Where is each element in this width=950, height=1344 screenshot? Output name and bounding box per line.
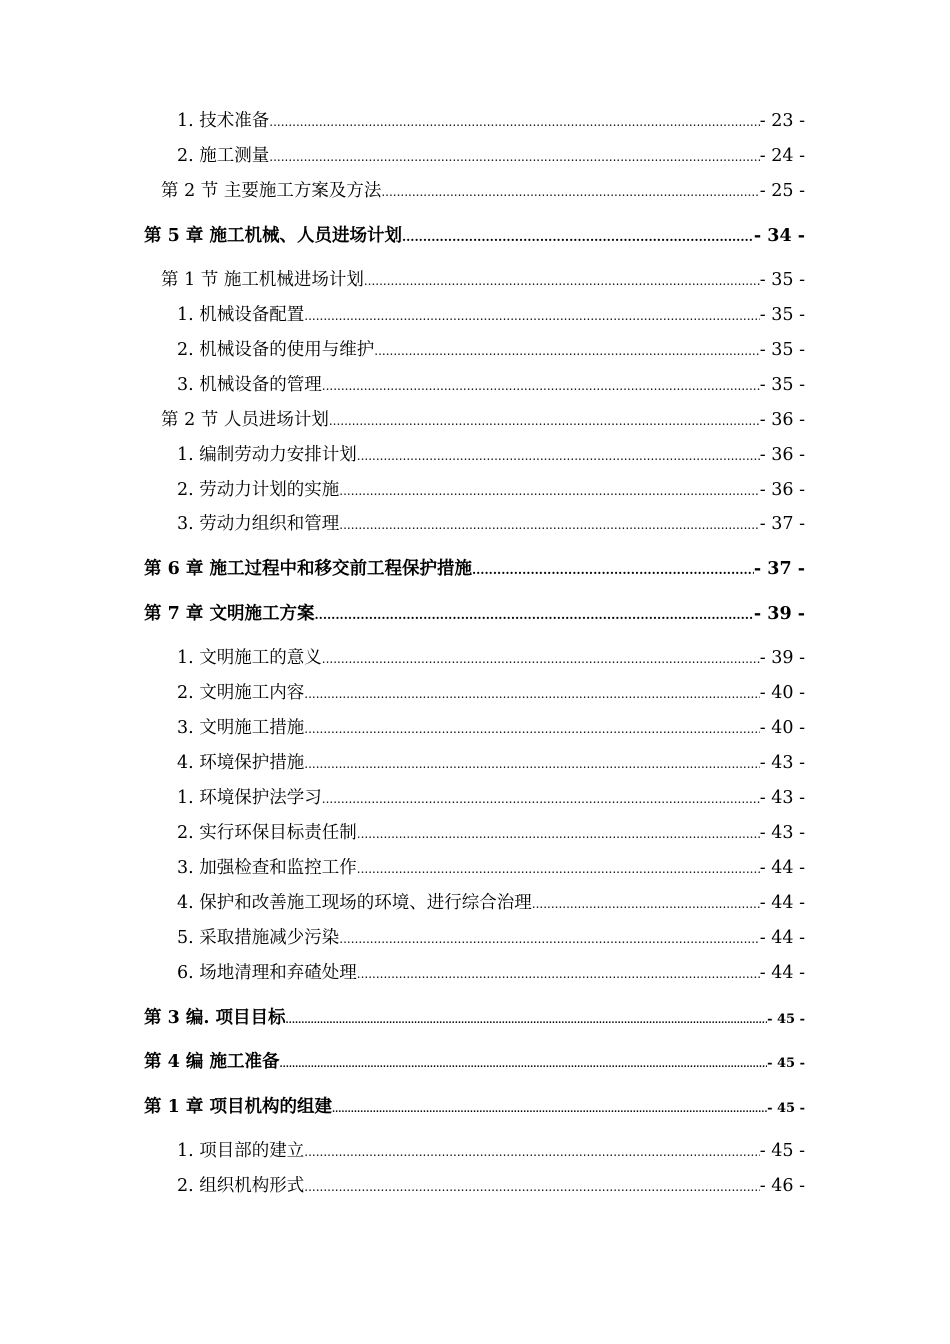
toc-page-number: - 35 - xyxy=(759,375,805,395)
toc-dot-leader xyxy=(357,963,760,985)
toc-entry[interactable] xyxy=(177,513,805,536)
toc-dot-leader xyxy=(269,111,760,133)
toc-entry-label: 4. 保护和改善施工现场的环境、进行综合治理 xyxy=(177,893,532,913)
toc-entry[interactable] xyxy=(177,110,805,133)
toc-page-number: - 44 - xyxy=(759,963,805,983)
toc-dot-leader xyxy=(402,226,754,248)
toc-page-number: - 34 - xyxy=(753,226,805,246)
toc-page-number: - 36 - xyxy=(759,410,805,430)
toc-entry-label: 3. 文明施工措施 xyxy=(177,718,305,738)
toc-part-entry[interactable] xyxy=(144,1051,805,1076)
toc-entry[interactable] xyxy=(177,717,805,740)
toc-dot-leader xyxy=(304,683,760,705)
toc-entry[interactable] xyxy=(177,927,805,950)
toc-entry[interactable] xyxy=(177,752,805,775)
toc-entry[interactable] xyxy=(177,647,805,670)
toc-entry[interactable] xyxy=(177,145,805,168)
toc-entry-label: 5. 采取措施减少污染 xyxy=(177,928,340,948)
toc-dot-leader xyxy=(357,823,760,845)
toc-entry-label: 2. 劳动力计划的实施 xyxy=(177,480,340,500)
toc-page-number: - 45 - xyxy=(759,1141,805,1161)
toc-entry[interactable] xyxy=(161,180,805,203)
toc-entry-label: 第 2 节 主要施工方案及方法 xyxy=(161,181,382,201)
toc-entry[interactable] xyxy=(177,479,805,502)
toc-entry[interactable] xyxy=(177,1175,805,1198)
toc-entry-label: 2. 实行环保目标责任制 xyxy=(177,823,357,843)
toc-dot-leader xyxy=(304,753,760,775)
toc-dot-leader xyxy=(279,1054,767,1076)
toc-entry[interactable] xyxy=(177,857,805,880)
toc-entry[interactable] xyxy=(177,892,805,915)
toc-entry[interactable] xyxy=(177,1140,805,1163)
toc-entry-label: 2. 组织机构形式 xyxy=(177,1176,305,1196)
toc-dot-leader xyxy=(364,270,760,292)
toc-entry-label: 第 6 章 施工过程中和移交前工程保护措施 xyxy=(144,559,472,579)
toc-entry[interactable] xyxy=(161,269,805,292)
toc-entry[interactable] xyxy=(177,962,805,985)
toc-page-number: - 45 - xyxy=(767,1012,805,1027)
toc-part-entry[interactable] xyxy=(144,1007,805,1032)
toc-page-number: - 36 - xyxy=(759,480,805,500)
toc-page-number: - 43 - xyxy=(759,753,805,773)
toc-dot-leader xyxy=(304,1141,760,1163)
toc-entry-label: 第 7 章 文明施工方案 xyxy=(144,604,315,624)
toc-chapter-entry[interactable] xyxy=(144,225,805,248)
toc-page-number: - 43 - xyxy=(759,823,805,843)
toc-chapter-entry[interactable] xyxy=(144,603,805,626)
toc-entry-label: 2. 文明施工内容 xyxy=(177,683,305,703)
toc-entry[interactable] xyxy=(177,339,805,362)
toc-entry-label: 2. 机械设备的使用与维护 xyxy=(177,340,375,360)
toc-dot-leader xyxy=(269,146,760,168)
toc-entry-label: 1. 文明施工的意义 xyxy=(177,648,322,668)
toc-page-number: - 37 - xyxy=(753,559,805,579)
toc-page-number: - 43 - xyxy=(759,788,805,808)
toc-page-number: - 37 - xyxy=(759,514,805,534)
toc-entry-label: 4. 环境保护措施 xyxy=(177,753,305,773)
toc-dot-leader xyxy=(332,1099,767,1121)
toc-dot-leader xyxy=(322,375,760,397)
toc-entry-label: 3. 劳动力组织和管理 xyxy=(177,514,340,534)
toc-dot-leader xyxy=(472,559,754,581)
toc-page-number: - 39 - xyxy=(753,604,805,624)
toc-page-number: - 44 - xyxy=(759,858,805,878)
toc-page-number: - 39 - xyxy=(759,648,805,668)
toc-chapter-entry[interactable] xyxy=(144,1096,805,1121)
toc-page-number: - 35 - xyxy=(759,270,805,290)
toc-page-number: - 44 - xyxy=(759,928,805,948)
toc-page-number: - 45 - xyxy=(767,1101,805,1116)
toc-entry[interactable] xyxy=(177,444,805,467)
toc-entry[interactable] xyxy=(177,682,805,705)
toc-entry[interactable] xyxy=(177,374,805,397)
toc-entry-label: 第 2 节 人员进场计划 xyxy=(161,410,329,430)
toc-dot-leader xyxy=(304,305,760,327)
toc-entry-label: 第 4 编 施工准备 xyxy=(144,1052,280,1072)
toc-entry[interactable] xyxy=(177,822,805,845)
toc-page-number: - 45 - xyxy=(767,1056,805,1071)
toc-entry[interactable] xyxy=(177,304,805,327)
toc-dot-leader xyxy=(357,445,760,467)
toc-entry-label: 3. 机械设备的管理 xyxy=(177,375,322,395)
toc-page-number: - 40 - xyxy=(759,718,805,738)
toc-dot-leader xyxy=(339,928,760,950)
toc-page-number: - 35 - xyxy=(759,340,805,360)
toc-page-number: - 25 - xyxy=(759,181,805,201)
toc-entry-label: 3. 加强检查和监控工作 xyxy=(177,858,357,878)
toc-entry[interactable] xyxy=(177,787,805,810)
toc-entry-label: 1. 环境保护法学习 xyxy=(177,788,322,808)
toc-entry-label: 第 1 节 施工机械进场计划 xyxy=(161,270,364,290)
toc-dot-leader xyxy=(286,1010,768,1032)
toc-entry-label: 第 5 章 施工机械、人员进场计划 xyxy=(144,226,402,246)
toc-page-number: - 23 - xyxy=(759,111,805,131)
toc-page-number: - 36 - xyxy=(759,445,805,465)
toc-dot-leader xyxy=(322,788,760,810)
toc-dot-leader xyxy=(304,718,760,740)
toc-page-number: - 40 - xyxy=(759,683,805,703)
toc-chapter-entry[interactable] xyxy=(144,558,805,581)
toc-dot-leader xyxy=(381,181,759,203)
toc-dot-leader xyxy=(374,340,760,362)
toc-dot-leader xyxy=(314,604,753,626)
toc-dot-leader xyxy=(339,480,760,502)
toc-dot-leader xyxy=(339,514,760,536)
toc-entry-label: 2. 施工测量 xyxy=(177,146,270,166)
toc-page-number: - 24 - xyxy=(759,146,805,166)
toc-page-number: - 35 - xyxy=(759,305,805,325)
toc-entry[interactable] xyxy=(161,409,805,432)
toc-entry-label: 1. 编制劳动力安排计划 xyxy=(177,445,357,465)
toc-entry-label: 1. 机械设备配置 xyxy=(177,305,305,325)
toc-entry-label: 第 1 章 项目机构的组建 xyxy=(144,1097,332,1117)
toc-entry-label: 1. 技术准备 xyxy=(177,111,270,131)
toc-dot-leader xyxy=(532,893,760,915)
toc-page-number: - 46 - xyxy=(759,1176,805,1196)
toc-dot-leader xyxy=(322,648,760,670)
toc-dot-leader xyxy=(357,858,760,880)
toc-entry-label: 1. 项目部的建立 xyxy=(177,1141,305,1161)
toc-dot-leader xyxy=(329,410,760,432)
toc-dot-leader xyxy=(304,1176,760,1198)
toc-entry-label: 6. 场地清理和弃碴处理 xyxy=(177,963,357,983)
toc-entry-label: 第 3 编. 项目目标 xyxy=(144,1008,286,1028)
toc-page-number: - 44 - xyxy=(759,893,805,913)
